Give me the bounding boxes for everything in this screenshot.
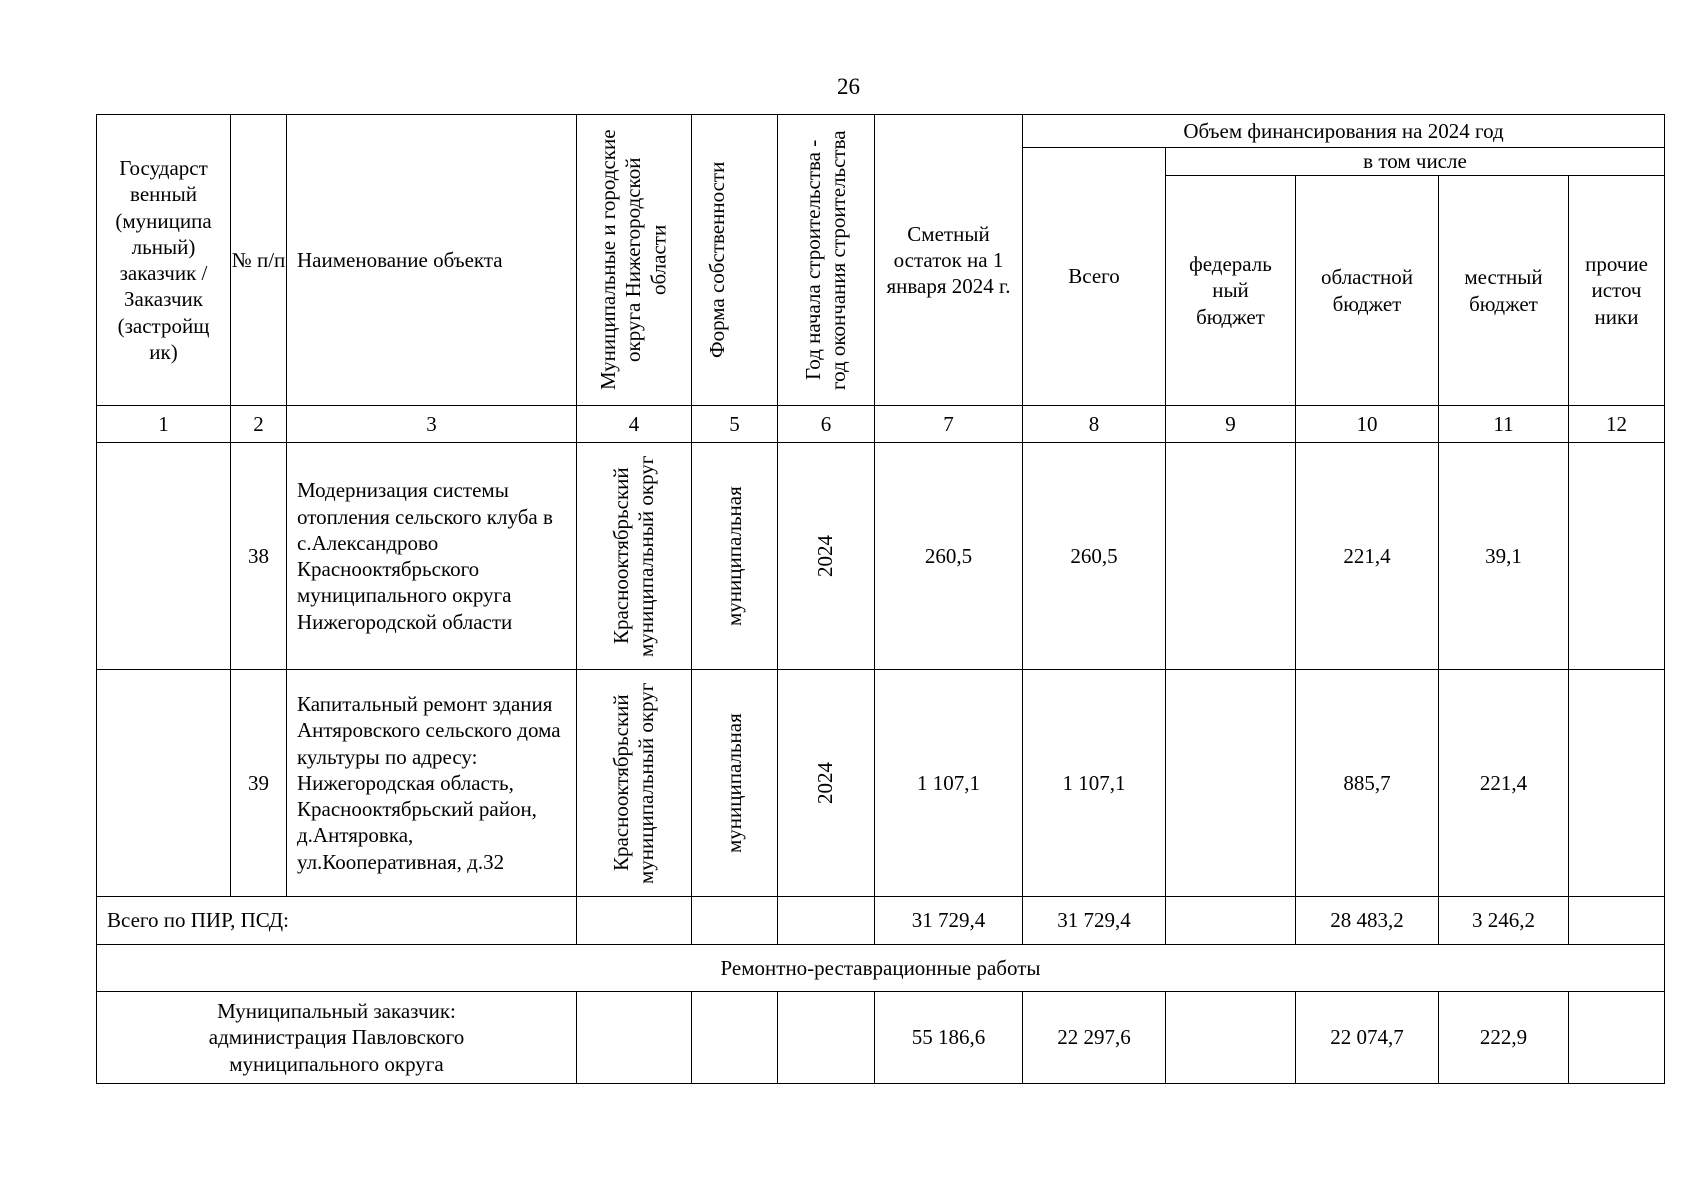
district-cell — [577, 443, 692, 670]
header-object-name: Наименование объекта — [287, 115, 577, 406]
column-number: 10 — [1296, 406, 1439, 443]
header-remainder: Сметный остаток на 1 января 2024 г. — [875, 115, 1023, 406]
header-years — [778, 115, 875, 406]
customer-local: 222,9 — [1439, 992, 1569, 1084]
district-text: Краснооктябрьский муниципальный округ — [608, 455, 658, 657]
row-number: 38 — [231, 443, 287, 670]
customer-total: 22 297,6 — [1023, 992, 1166, 1084]
other-value — [1569, 670, 1665, 897]
header-customer: Государст венный (муниципа льный) заказчик / Заказчик (застройщ ик) — [97, 115, 231, 406]
header-ownership — [692, 115, 778, 406]
customer-other — [1569, 992, 1665, 1084]
column-number: 1 — [97, 406, 231, 443]
header-number: № п/п — [231, 115, 287, 406]
subtotal-local: 3 246,2 — [1439, 897, 1569, 945]
federal-value — [1166, 670, 1296, 897]
object-name: Капитальный ремонт здания Антяровского сельского дома культуры по адресу: Нижегородская область, Краснооктябрьский район, д.Антяровка, ул.Кооперативная, д.32 — [287, 670, 577, 897]
district-cell — [577, 670, 692, 897]
header-financing-title: Объем финансирования на 2024 год — [1023, 115, 1665, 148]
header-including: в том числе — [1166, 148, 1665, 176]
header-district — [577, 115, 692, 406]
empty-cell — [778, 992, 875, 1084]
regional-value: 885,7 — [1296, 670, 1439, 897]
empty-cell — [577, 897, 692, 945]
district-text: Краснооктябрьский муниципальный округ — [608, 682, 658, 884]
header-total: Всего — [1023, 148, 1166, 406]
local-value: 221,4 — [1439, 670, 1569, 897]
header-row-1 — [97, 115, 1665, 148]
empty-cell — [577, 992, 692, 1084]
column-number: 7 — [875, 406, 1023, 443]
section-row — [97, 945, 1665, 992]
header-other: прочие источ ники — [1569, 176, 1665, 406]
years-cell — [778, 670, 875, 897]
header-district-text: Муниципальные и городские округа Нижегородской области — [596, 129, 671, 391]
subtotal-label: Всего по ПИР, ПСД: — [97, 897, 577, 945]
column-number: 4 — [577, 406, 692, 443]
years-cell — [778, 443, 875, 670]
federal-value — [1166, 443, 1296, 670]
page-number: 26 — [837, 74, 860, 99]
column-number: 11 — [1439, 406, 1569, 443]
empty-cell — [692, 992, 778, 1084]
regional-value: 221,4 — [1296, 443, 1439, 670]
subtotal-federal — [1166, 897, 1296, 945]
years-text: 2024 — [813, 762, 838, 804]
section-title: Ремонтно-реставрационные работы — [97, 945, 1665, 992]
total-value: 1 107,1 — [1023, 670, 1166, 897]
column-number: 5 — [692, 406, 778, 443]
customer-row — [97, 992, 1665, 1084]
years-text: 2024 — [813, 535, 838, 577]
customer-cell — [97, 670, 231, 897]
local-value: 39,1 — [1439, 443, 1569, 670]
empty-cell — [778, 897, 875, 945]
table-row — [97, 443, 1665, 670]
column-number: 6 — [778, 406, 875, 443]
column-number: 2 — [231, 406, 287, 443]
column-number: 12 — [1569, 406, 1665, 443]
ownership-cell — [692, 443, 778, 670]
ownership-cell — [692, 670, 778, 897]
column-number-row — [97, 406, 1665, 443]
other-value — [1569, 443, 1665, 670]
customer-regional: 22 074,7 — [1296, 992, 1439, 1084]
header-regional: областной бюджет — [1296, 176, 1439, 406]
total-value: 260,5 — [1023, 443, 1166, 670]
financing-table — [96, 114, 1665, 1084]
subtotal-regional: 28 483,2 — [1296, 897, 1439, 945]
object-name: Модернизация системы отопления сельского клуба в с.Александрово Краснооктябрьского муниципального округа Нижегородской области — [287, 443, 577, 670]
header-federal: федераль ный бюджет — [1166, 176, 1296, 406]
subtotal-total: 31 729,4 — [1023, 897, 1166, 945]
subtotal-remainder: 31 729,4 — [875, 897, 1023, 945]
header-years-text: Год начала строительства - год окончания строительства — [800, 130, 850, 390]
subtotal-other — [1569, 897, 1665, 945]
empty-cell — [692, 897, 778, 945]
subtotal-row — [97, 897, 1665, 945]
remainder-value: 260,5 — [875, 443, 1023, 670]
column-number: 8 — [1023, 406, 1166, 443]
customer-cell — [97, 443, 231, 670]
table-row — [97, 670, 1665, 897]
header-local: местный бюджет — [1439, 176, 1569, 406]
ownership-text: муниципальная — [721, 486, 746, 626]
column-number: 3 — [287, 406, 577, 443]
header-ownership-text: Форма собственности — [704, 161, 729, 359]
row-number: 39 — [231, 670, 287, 897]
column-number: 9 — [1166, 406, 1296, 443]
customer-label: Муниципальный заказчик: администрация Павловского муниципального округа — [97, 992, 577, 1084]
customer-federal — [1166, 992, 1296, 1084]
ownership-text: муниципальная — [721, 713, 746, 853]
customer-remainder: 55 186,6 — [875, 992, 1023, 1084]
remainder-value: 1 107,1 — [875, 670, 1023, 897]
